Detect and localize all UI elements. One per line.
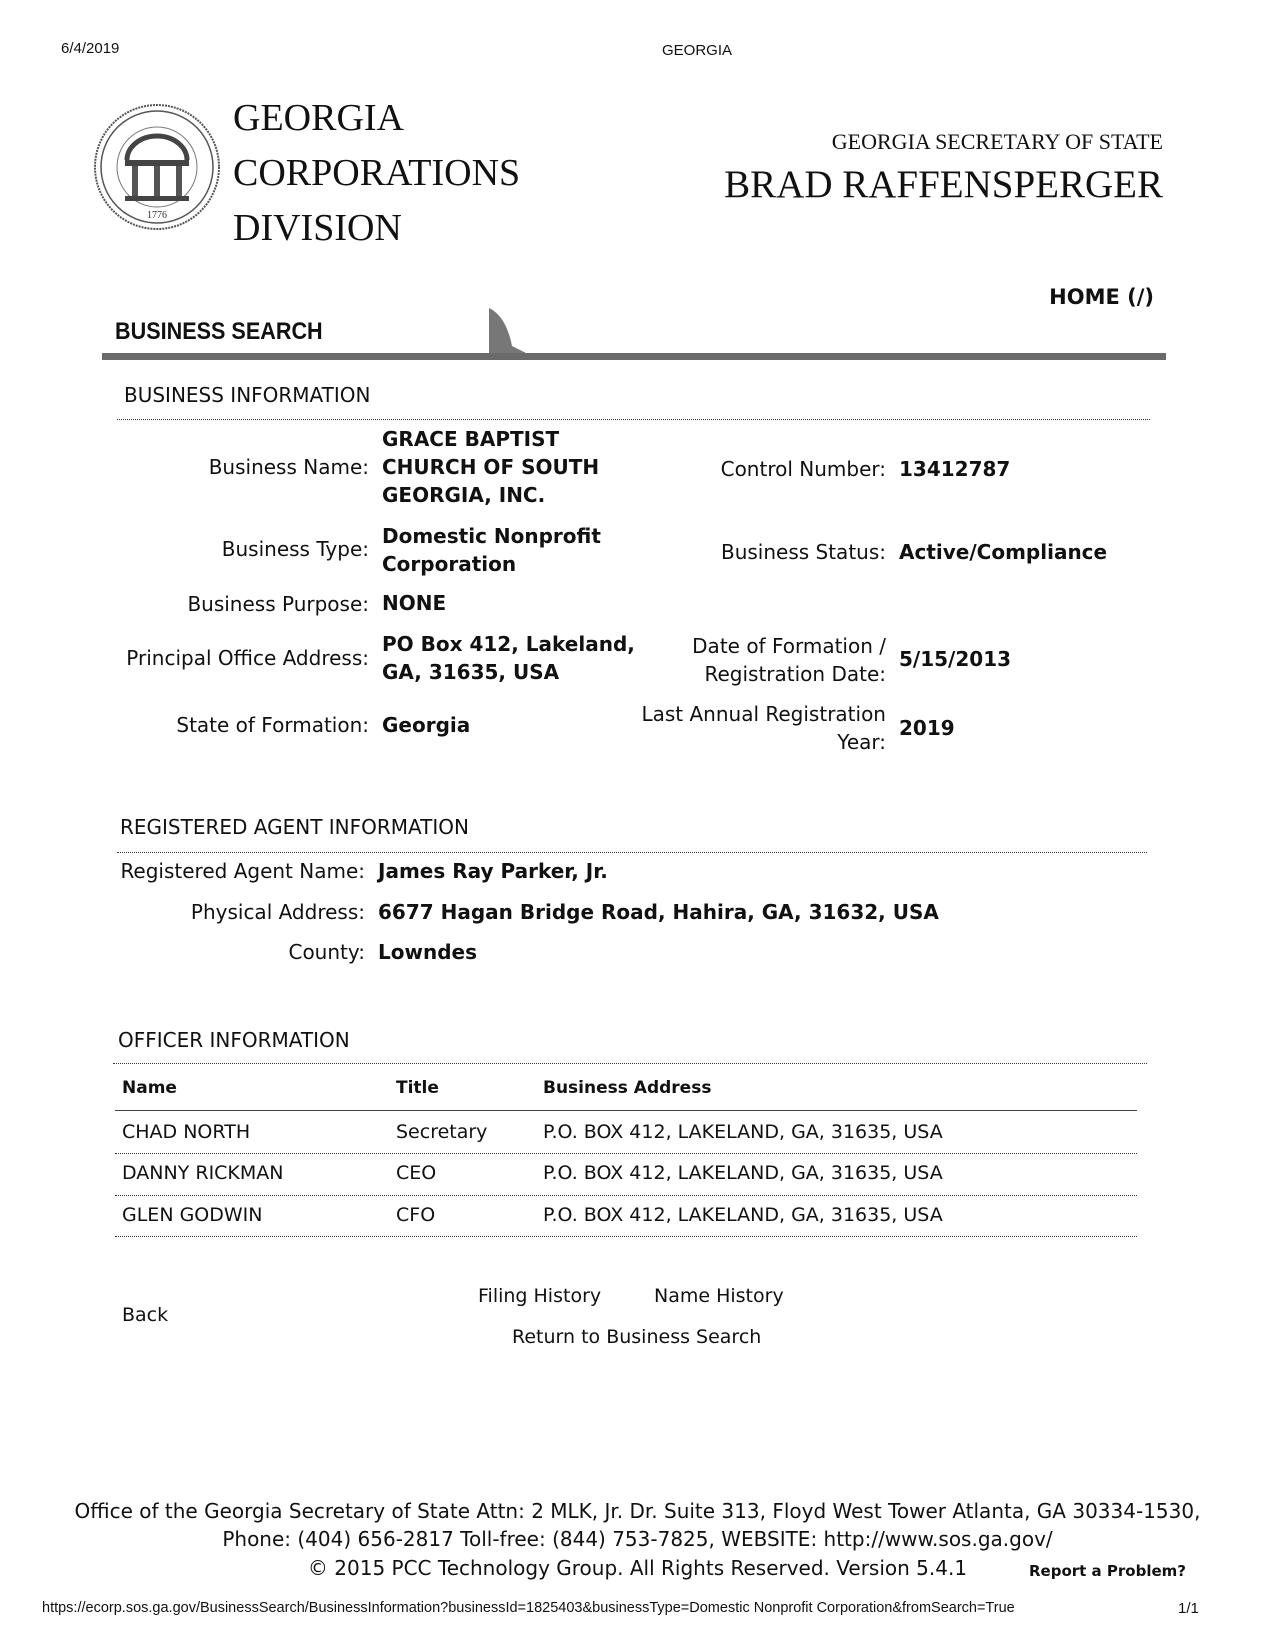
officer-address: P.O. BOX 412, LAKELAND, GA, 31635, USA xyxy=(543,1121,943,1143)
officer-name: DANNY RICKMAN xyxy=(122,1162,284,1184)
name-history-link[interactable]: Name History xyxy=(654,1285,784,1307)
business-status-label: Business Status: xyxy=(720,540,886,564)
footer-copyright: © 2015 PCC Technology Group. All Rights Reserved. Version 5.4.1 xyxy=(307,1556,968,1580)
formation-date-label: Date of Formation / Registration Date: xyxy=(692,634,886,686)
agent-info-heading: REGISTERED AGENT INFORMATION xyxy=(120,815,469,839)
footer-address: Office of the Georgia Secretary of State Attn: 2 MLK, Jr. Dr. Suite 313, Floyd West Tower Atlanta, GA 30334-1530, xyxy=(74,1499,1201,1523)
brand-line-1: GEORGIA xyxy=(233,97,404,139)
home-link[interactable]: HOME (/) xyxy=(1049,285,1154,309)
header-bar xyxy=(102,308,1166,362)
state-of-formation-label: State of Formation: xyxy=(176,713,369,737)
officer-name: GLEN GODWIN xyxy=(122,1204,263,1226)
business-purpose-value: NONE xyxy=(382,591,447,615)
report-problem-link[interactable]: Report a Problem? xyxy=(1029,1562,1186,1580)
officer-title: CEO xyxy=(396,1162,437,1184)
annual-registration-label: Last Annual Registration Year: xyxy=(641,702,886,754)
georgia-seal-logo xyxy=(92,102,222,232)
brand-line-3: DIVISION xyxy=(233,207,402,249)
business-info-heading: BUSINESS INFORMATION xyxy=(124,383,371,407)
officer-address: P.O. BOX 412, LAKELAND, GA, 31635, USA xyxy=(543,1204,943,1226)
return-to-search-link[interactable]: Return to Business Search xyxy=(512,1326,762,1348)
col-title: Title xyxy=(396,1078,439,1098)
agent-name-label: Registered Agent Name: xyxy=(120,859,365,883)
principal-address-label: Principal Office Address: xyxy=(126,646,369,670)
officer-name: CHAD NORTH xyxy=(122,1121,251,1143)
principal-address-value: PO Box 412, Lakeland, GA, 31635, USA xyxy=(382,632,635,684)
sos-name: BRAD RAFFENSPERGER xyxy=(724,163,1163,206)
officer-info-heading: OFFICER INFORMATION xyxy=(118,1028,350,1052)
print-url: https://ecorp.sos.ga.gov/BusinessSearch/BusinessInformation?businessId=1825403&businessType=Domestic Nonprofit Corporation&fromSearch=True xyxy=(42,1600,1015,1616)
svg-text:1776: 1776 xyxy=(147,210,167,221)
agent-name-value: James Ray Parker, Jr. xyxy=(378,859,608,883)
business-search-heading: BUSINESS SEARCH xyxy=(115,318,323,345)
business-type-label: Business Type: xyxy=(221,537,369,561)
annual-registration-value: 2019 xyxy=(899,716,955,740)
state-of-formation-value: Georgia xyxy=(382,713,471,737)
agent-county-value: Lowndes xyxy=(378,940,477,964)
agent-county-label: County: xyxy=(288,940,365,964)
control-number-value: 13412787 xyxy=(899,457,1011,481)
sos-label: GEORGIA SECRETARY OF STATE xyxy=(831,129,1163,154)
officer-title: Secretary xyxy=(396,1121,488,1143)
officer-address: P.O. BOX 412, LAKELAND, GA, 31635, USA xyxy=(543,1162,943,1184)
officer-title: CFO xyxy=(396,1204,436,1226)
filing-history-link[interactable]: Filing History xyxy=(478,1285,602,1307)
print-date: 6/4/2019 xyxy=(61,40,120,57)
formation-date-value: 5/15/2013 xyxy=(899,647,1012,671)
brand-line-2: CORPORATIONS xyxy=(233,152,521,194)
back-link[interactable]: Back xyxy=(122,1304,169,1326)
control-number-label: Control Number: xyxy=(720,457,886,481)
business-status-value: Active/Compliance xyxy=(899,540,1108,564)
business-type-value: Domestic Nonprofit Corporation xyxy=(382,524,601,576)
col-address: Business Address xyxy=(543,1078,712,1098)
footer-phone: Phone: (404) 656-2817 Toll-free: (844) 753-7825, WEBSITE: http://www.sos.ga.gov/ xyxy=(222,1527,1053,1551)
print-title: GEORGIA xyxy=(662,42,733,59)
business-purpose-label: Business Purpose: xyxy=(187,592,369,616)
print-page-number: 1/1 xyxy=(1178,1600,1199,1617)
col-name: Name xyxy=(122,1078,177,1098)
business-name-label: Business Name: xyxy=(208,455,369,479)
agent-address-value: 6677 Hagan Bridge Road, Hahira, GA, 31632, USA xyxy=(378,900,939,924)
agent-address-label: Physical Address: xyxy=(190,900,365,924)
business-name-value: GRACE BAPTIST CHURCH OF SOUTH GEORGIA, INC. xyxy=(382,427,600,507)
